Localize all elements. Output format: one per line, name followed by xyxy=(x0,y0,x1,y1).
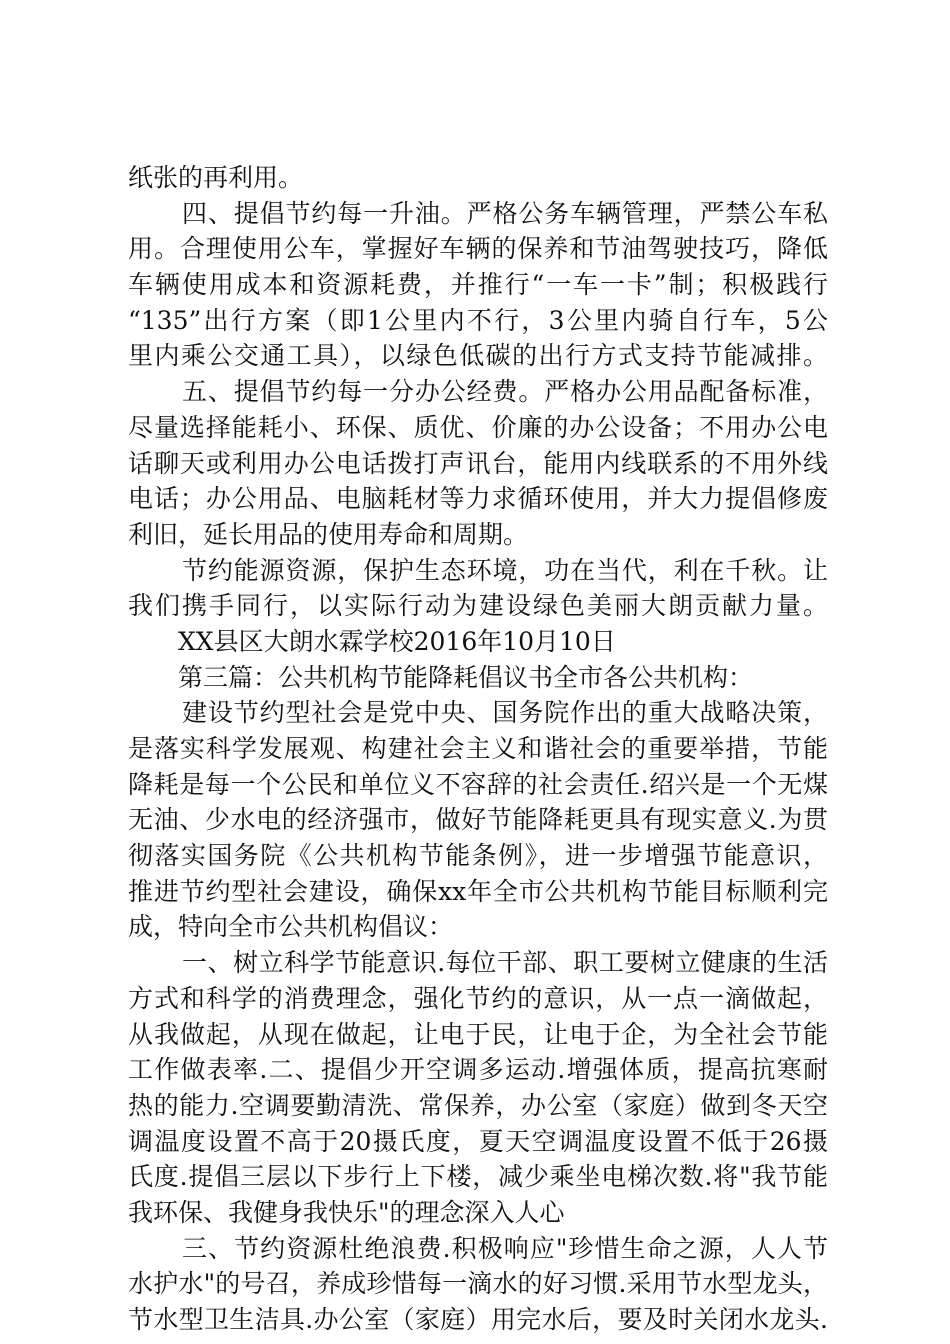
text-line: 推进节约型社会建设，确保xx年全市公共机构节能目标顺利完 xyxy=(128,876,828,906)
text-line: 五、提倡节约每一分办公经费。严格办公用品配备标准， xyxy=(182,377,828,407)
text-line: 工作做表率.二、提倡少开空调多运动.增强体质，提高抗寒耐 xyxy=(128,1055,828,1085)
text-line: 热的能力.空调要勤清洗、常保养，办公室（家庭）做到冬天空 xyxy=(128,1090,828,1120)
signature-line: XX县区大朗水霖学校2016年10月10日 xyxy=(178,626,616,656)
text-line: 纸张的再利用。 xyxy=(128,163,304,192)
text-line: 氏度.提倡三层以下步行上下楼，减少乘坐电梯次数.将"我节能 xyxy=(128,1162,828,1192)
text-line: 利旧，延长用品的使用寿命和周期。 xyxy=(128,519,529,549)
text-line: 话聊天或利用办公电话拨打声讯台，能用内线联系的不用外线 xyxy=(128,448,828,478)
text-line: 彻落实国务院《公共机构节能条例》，进一步增强节能意识， xyxy=(128,841,828,871)
document-page xyxy=(128,160,828,1338)
text-line: 电话；办公用品、电脑耗材等力求循环使用，并大力提倡修废 xyxy=(128,484,828,514)
text-line: 调温度设置不高于20摄氏度，夏天空调温度设置不低于26摄 xyxy=(128,1126,828,1156)
text-line: “135”出行方案（即1公里内不行，3公里内骑自行车，5公 xyxy=(128,305,828,335)
text-line: 一、树立科学节能意识.每位干部、职工要树立健康的生活 xyxy=(182,948,828,978)
text-line: 里内乘公交通工具），以绿色低碳的出行方式支持节能减排。 xyxy=(128,341,828,371)
text-line: 尽量选择能耗小、环保、质优、价廉的办公设备；不用办公电 xyxy=(128,412,828,442)
text-line: 从我做起，从现在做起，让电于民，让电于企，为全社会节能 xyxy=(128,1019,828,1049)
text-line: 成，特向全市公共机构倡议： xyxy=(128,912,454,942)
text-line: 水护水"的号召，养成珍惜每一滴水的好习惯.采用节水型龙头， xyxy=(128,1269,828,1299)
text-line: 节水型卫生洁具.办公室（家庭）用完水后，要及时关闭水龙头. xyxy=(128,1305,828,1334)
section-heading: 第三篇：公共机构节能降耗倡议书全市各公共机构： xyxy=(178,662,754,692)
text-line: 我环保、我健身我快乐"的理念深入人心 xyxy=(128,1197,565,1227)
text-line: 节约能源资源，保护生态环境，功在当代，利在千秋。让 xyxy=(182,555,828,585)
text-line: 我们携手同行，以实际行动为建设绿色美丽大朗贡献力量。 xyxy=(128,591,828,621)
text-line: 降耗是每一个公民和单位义不容辞的社会责任.绍兴是一个无煤 xyxy=(128,769,828,799)
text-line: 三、节约资源杜绝浪费.积极响应"珍惜生命之源，人人节 xyxy=(182,1233,828,1263)
text-line: 车辆使用成本和资源耗费，并推行“一车一卡”制；积极践行 xyxy=(128,270,828,300)
text-line: 无油、少水电的经济强市，做好节能降耗更具有现实意义.为贯 xyxy=(128,805,828,835)
text-line: 用。合理使用公车，掌握好车辆的保养和节油驾驶技巧，降低 xyxy=(128,234,828,264)
text-line: 是落实科学发展观、构建社会主义和谐社会的重要举措，节能 xyxy=(128,734,828,763)
text-line: 四、提倡节约每一升油。严格公务车辆管理，严禁公车私 xyxy=(182,198,828,228)
text-line: 方式和科学的消费理念，强化节约的意识，从一点一滴做起， xyxy=(128,983,828,1013)
text-line: 建设节约型社会是党中央、国务院作出的重大战略决策， xyxy=(182,698,828,728)
